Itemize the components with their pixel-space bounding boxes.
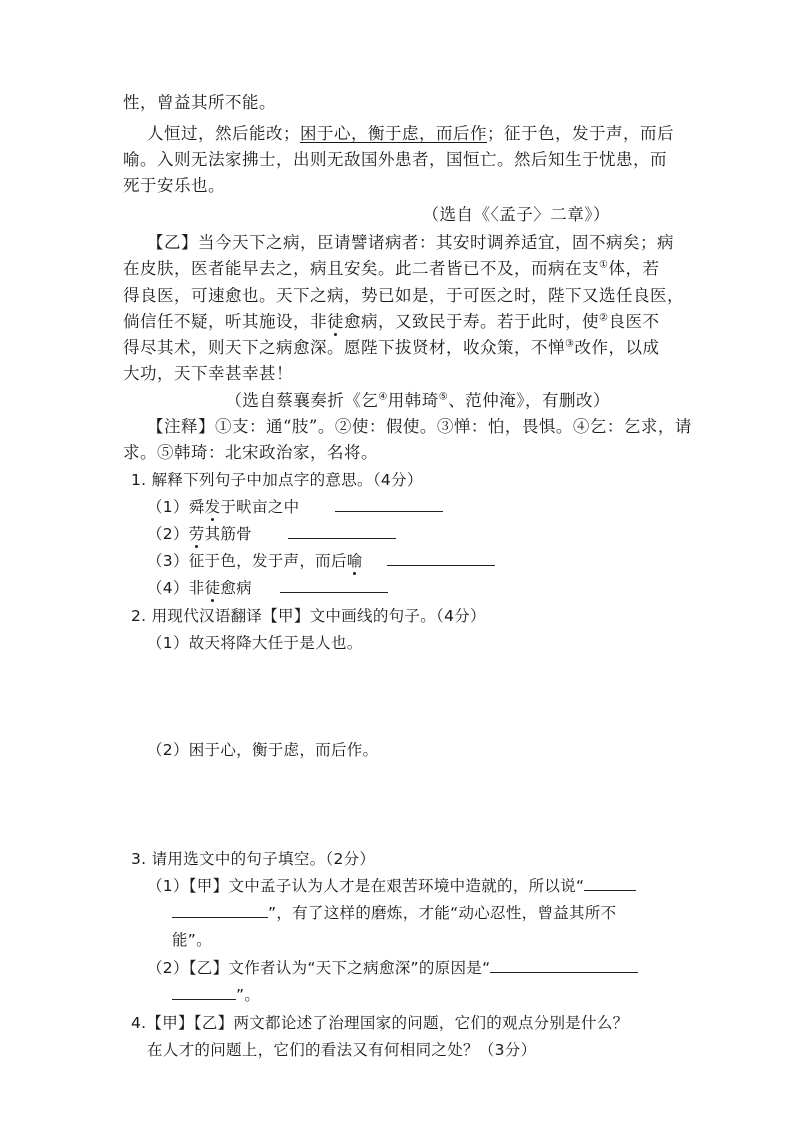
question-3-1-line2: ”，有了这样的磨炼，才能“动心忍性，曾益其所不	[172, 901, 616, 925]
passage-jia-para2-line3: 死于安乐也。	[123, 176, 225, 195]
dotted-char: 徒	[327, 312, 344, 331]
answer-blank[interactable]	[584, 874, 636, 891]
passage-yi-line5: 得尽其术，则天下之病愈深。愿陛下拔贤材，收众策，不惮③改作，以成	[123, 338, 660, 357]
passage-yi-line2: 在皮肤，医者能早去之，病且安矣。此二者皆已不及，而病在支①体，若	[123, 259, 660, 278]
passage-yi-line6: 大功，天下幸甚幸甚！	[123, 364, 293, 383]
answer-blank[interactable]	[280, 576, 388, 593]
question-3-1-line1: （1）【甲】文中孟子认为人才是在艰苦环境中造就的，所以说“	[147, 874, 636, 898]
passage-yi-line4: 倘信任不疑，听其施设，非徒愈病，又致民于寿。若于此时，使②良医不	[123, 312, 660, 331]
passage-yi-line1: 【乙】当今天下之病，臣请譬诸病者：其安时调养适宜，固不病矣；病	[147, 233, 674, 252]
question-4-line1: 4.【甲】【乙】两文都论述了治理国家的问题，它们的观点分别是什么？	[131, 1014, 629, 1032]
question-3-title: 3. 请用选文中的句子填空。（2分）	[131, 850, 376, 868]
answer-blank[interactable]	[490, 956, 638, 973]
question-2-2: （2）困于心，衡于虑，而后作。	[147, 741, 379, 759]
question-1-4: （4）非徒愈病	[147, 576, 388, 600]
source-jia: （选自《〈孟子〉二章》）	[422, 205, 610, 224]
question-2-title: 2. 用现代汉语翻译【甲】文中画线的句子。（4分）	[131, 607, 486, 625]
question-3-2-line1: （2）【乙】文作者认为“天下之病愈深”的原因是“	[147, 956, 638, 980]
question-2-1: （1）故天将降大任于是人也。	[147, 634, 363, 652]
passage-jia-para2-line1: 人恒过，然后能改；困于心，衡于虑，而后作；征于色，发于声，而后	[147, 124, 674, 143]
question-1-2: （2）劳其筋骨	[147, 522, 396, 546]
question-3-1-line3: 能”。	[172, 931, 212, 949]
passage-jia-para2-line2: 喻。入则无法家拂士，出则无敌国外患者，国恒亡。然后知生于忧患，而	[123, 150, 667, 169]
question-4-line2: 在人才的问题上，它们的看法又有何相同之处？（3分）	[147, 1041, 537, 1059]
answer-blank[interactable]	[172, 901, 268, 918]
source-yi: （选自蔡襄奏折《乞④用韩琦⑤、范仲淹》，有删改）	[225, 391, 610, 410]
answer-blank[interactable]	[387, 549, 495, 566]
passage-jia-end: 性，曾益其所不能。	[123, 93, 276, 112]
question-1-title: 1. 解释下列句子中加点字的意思。（4分）	[131, 471, 423, 489]
answer-blank[interactable]	[335, 495, 443, 512]
notes-line2: 求。⑤韩琦：北宋政治家，名将。	[123, 443, 378, 462]
question-1-3: （3）征于色，发于声，而后喻	[147, 549, 495, 573]
question-3-2-line2: ”。	[172, 983, 260, 1007]
answer-blank[interactable]	[172, 983, 236, 1000]
question-1-1: （1）舜发于畎亩之中	[147, 495, 443, 519]
notes-line1: 【注释】①支：通“肢”。②使：假使。③惮：怕，畏惧。④乞：乞求，请	[147, 417, 692, 436]
underlined-sentence: 困于心，衡于虑，而后作	[300, 124, 487, 143]
answer-blank[interactable]	[288, 522, 396, 539]
passage-yi-line3: 得良医，可速愈也。天下之病，势已如是，于可医之时，陛下又选任良医，	[123, 286, 684, 305]
